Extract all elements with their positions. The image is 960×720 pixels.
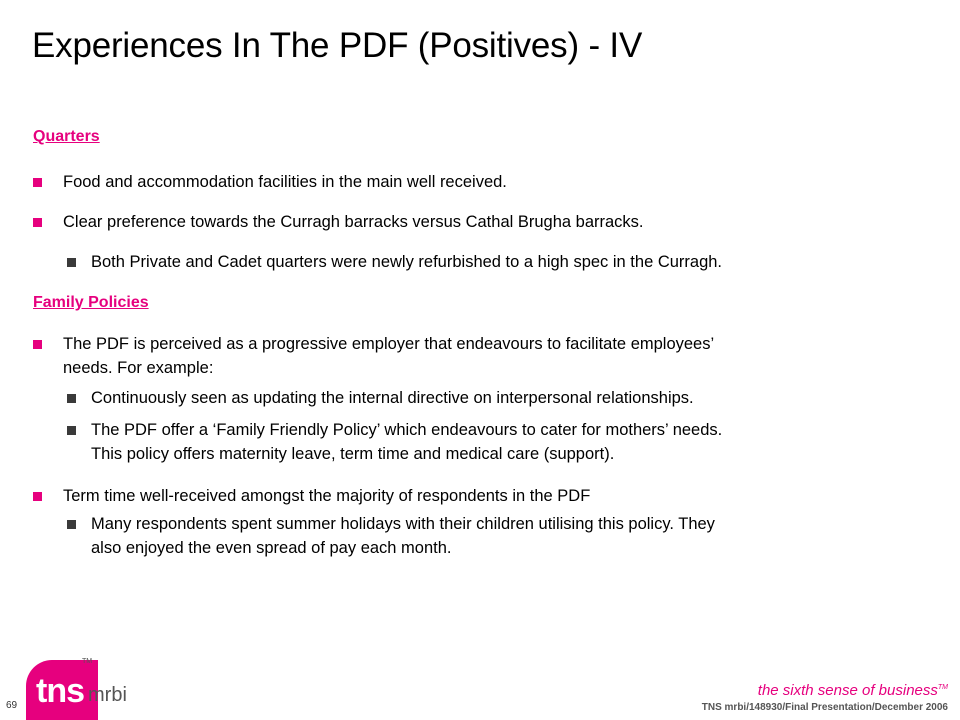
bullet-preference — [33, 210, 933, 234]
slide-title: Experiences In The PDF (Positives) - IV — [32, 26, 643, 65]
sub-bullet-summer-holidays — [33, 512, 933, 560]
logo-tns-text: tns — [36, 672, 84, 710]
sub-bullet-text-line: Many respondents spent summer holidays with their children utilising this policy. They — [91, 515, 715, 533]
document-reference: TNS mrbi/148930/Final Presentation/December 2006 — [701, 702, 948, 713]
bullet-text-line: needs. For example: — [63, 359, 214, 377]
tagline — [758, 682, 948, 699]
sub-bullet-internal-directive — [33, 386, 933, 410]
bullet-text: Food and accommodation facilities in the main well received. — [63, 173, 507, 191]
logo-mrbi-text: mrbi — [88, 684, 127, 706]
sub-bullet-square-icon — [67, 394, 76, 403]
bullet-square-icon — [33, 178, 42, 187]
section-heading-family-policies: Family Policies — [33, 294, 149, 311]
sub-bullet-family-friendly — [33, 418, 933, 466]
bullet-square-icon — [33, 218, 42, 227]
sub-bullet-text: Both Private and Cadet quarters were newly refurbished to a high spec in the Curragh. — [91, 253, 723, 271]
bullet-text-line: The PDF is perceived as a progressive employer that endeavours to facilitate employees’ — [63, 335, 715, 353]
bullet-square-icon — [33, 492, 42, 501]
sub-bullet-square-icon — [67, 426, 76, 435]
sub-bullet-text: Continuously seen as updating the internal directive on interpersonal relationships. — [91, 389, 694, 407]
sub-bullet-text-line: This policy offers maternity leave, term time and medical care (support). — [91, 445, 615, 463]
bullet-term-time — [33, 484, 933, 508]
sub-bullet-text-line: also enjoyed the even spread of pay each month. — [91, 539, 452, 557]
logo-trademark: TM — [82, 658, 93, 665]
section-heading-quarters: Quarters — [33, 128, 100, 145]
slide-body — [33, 128, 933, 560]
bullet-progressive-employer — [33, 332, 933, 380]
sub-bullet-square-icon — [67, 520, 76, 529]
sub-bullet-refurbished — [33, 250, 933, 274]
sub-bullet-square-icon — [67, 258, 76, 267]
bullet-food — [33, 170, 933, 194]
bullet-text: Clear preference towards the Curragh barracks versus Cathal Brugha barracks. — [63, 213, 644, 231]
bullet-square-icon — [33, 340, 42, 349]
tagline-trademark: TM — [937, 684, 948, 691]
bullet-text: Term time well-received amongst the majority of respondents in the PDF — [63, 487, 591, 505]
sub-bullet-text-line: The PDF offer a ‘Family Friendly Policy’ which endeavours to cater for mothers’ needs. — [91, 421, 723, 439]
page-number: 69 — [6, 700, 18, 711]
tagline-text: the sixth sense of business — [757, 682, 938, 699]
